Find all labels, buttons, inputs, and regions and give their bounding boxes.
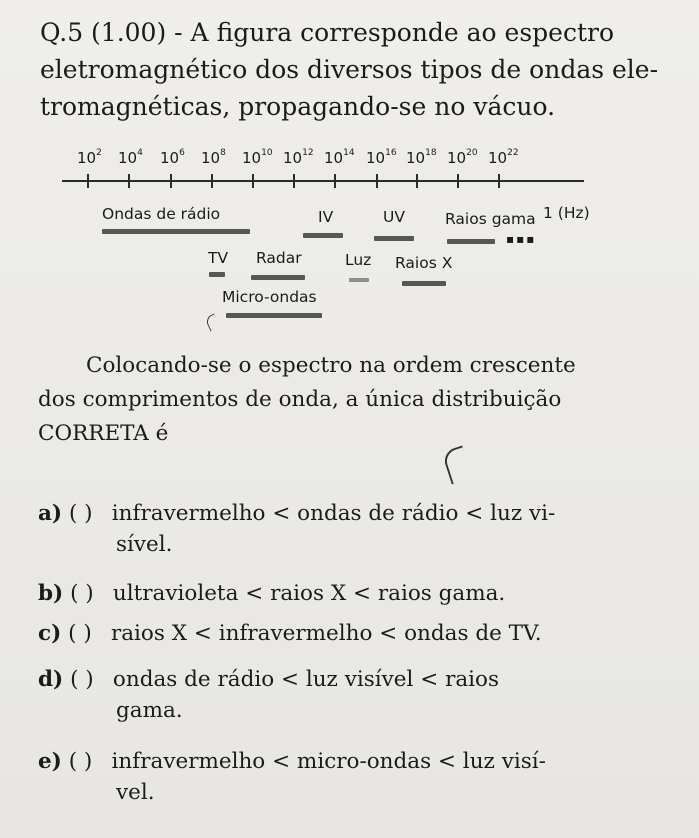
option-checkbox[interactable]: ( ) xyxy=(68,749,93,774)
option-a[interactable] xyxy=(38,498,663,560)
prompt-line-2: dos comprimentos de onda, a única distribuição xyxy=(38,387,562,412)
option-letter: a) xyxy=(38,501,63,526)
bar-raios-x xyxy=(402,281,446,286)
axis-tick xyxy=(170,174,172,188)
question-line-1: Q.5 (1.00) - A figura corresponde ao espectro xyxy=(40,18,614,47)
option-b[interactable] xyxy=(38,578,663,609)
label-frequency-unit: 1 (Hz) xyxy=(543,204,590,222)
option-c[interactable] xyxy=(38,618,663,649)
pen-mark xyxy=(204,313,220,331)
axis-tick xyxy=(252,174,254,188)
label-luz: Luz xyxy=(345,251,372,269)
axis-tick xyxy=(128,174,130,188)
freq-tick-label: $10^{10}$ xyxy=(242,148,273,167)
bar-uv xyxy=(374,236,414,241)
label-uv: UV xyxy=(383,208,405,226)
option-letter: b) xyxy=(38,581,64,606)
axis-tick xyxy=(211,174,213,188)
bar-tv xyxy=(209,272,225,277)
option-checkbox[interactable]: ( ) xyxy=(68,501,93,526)
bar-micro-ondas xyxy=(226,313,322,318)
axis-tick xyxy=(498,174,500,188)
option-text: infravermelho < micro-ondas < luz visí- xyxy=(111,749,546,774)
question-line-3: tromagnéticas, propagando-se no vácuo. xyxy=(40,92,556,121)
axis-tick xyxy=(376,174,378,188)
option-checkbox[interactable]: ( ) xyxy=(68,621,92,646)
axis-tick xyxy=(457,174,459,188)
freq-tick-label: $10^{12}$ xyxy=(283,148,314,167)
axis-tick xyxy=(293,174,295,188)
freq-tick-label: $10^{14}$ xyxy=(324,148,355,167)
raios-gama-dashes: ▪▪▪ xyxy=(506,232,537,246)
bar-iv xyxy=(303,233,343,238)
freq-tick-label: $10^2$ xyxy=(77,148,102,167)
option-checkbox[interactable]: ( ) xyxy=(70,581,94,606)
bar-raios-gama xyxy=(447,239,495,244)
option-letter: e) xyxy=(38,749,62,774)
option-letter: c) xyxy=(38,621,62,646)
axis-tick xyxy=(87,174,89,188)
axis-tick xyxy=(334,174,336,188)
option-text-continuation: vel. xyxy=(116,780,155,805)
freq-tick-label: $10^{22}$ xyxy=(488,148,519,167)
freq-tick-label: $10^{20}$ xyxy=(447,148,478,167)
freq-tick-label: $10^4$ xyxy=(118,148,143,167)
label-iv: IV xyxy=(318,208,334,226)
freq-tick-label: $10^8$ xyxy=(201,148,226,167)
spectrum-figure xyxy=(0,0,699,340)
bar-radar xyxy=(251,275,305,280)
option-d[interactable] xyxy=(38,664,663,726)
option-text: ultravioleta < raios X < raios gama. xyxy=(112,581,506,606)
option-text-continuation: gama. xyxy=(116,698,183,723)
option-e[interactable] xyxy=(38,746,663,808)
prompt-line-1: Colocando-se o espectro na ordem crescente xyxy=(86,353,576,378)
axis-tick xyxy=(416,174,418,188)
bar-ondas-de-radio xyxy=(102,229,250,234)
option-checkbox[interactable]: ( ) xyxy=(70,667,94,692)
label-radar: Radar xyxy=(256,249,302,267)
freq-tick-label: $10^6$ xyxy=(160,148,185,167)
option-text: ondas de rádio < luz visível < raios xyxy=(112,667,500,692)
question-line-2: eletromagnético dos diversos tipos de ondas ele- xyxy=(40,55,659,84)
label-raios-gama: Raios gama xyxy=(445,210,536,228)
frequency-axis xyxy=(62,180,584,182)
prompt-text xyxy=(38,349,663,451)
option-text: infravermelho < ondas de rádio < luz vi- xyxy=(111,501,556,526)
label-ondas-de-radio: Ondas de rádio xyxy=(102,205,221,223)
freq-tick-label: $10^{18}$ xyxy=(406,148,437,167)
bar-luz xyxy=(349,278,369,282)
prompt-line-3: CORRETA é xyxy=(38,421,169,446)
option-letter: d) xyxy=(38,667,64,692)
option-text: raios X < infravermelho < ondas de TV. xyxy=(110,621,542,646)
label-micro-ondas: Micro-ondas xyxy=(222,288,317,306)
label-tv: TV xyxy=(208,249,229,267)
label-raios-x: Raios X xyxy=(395,254,453,272)
option-text-continuation: sível. xyxy=(116,532,173,557)
freq-tick-label: $10^{16}$ xyxy=(366,148,397,167)
